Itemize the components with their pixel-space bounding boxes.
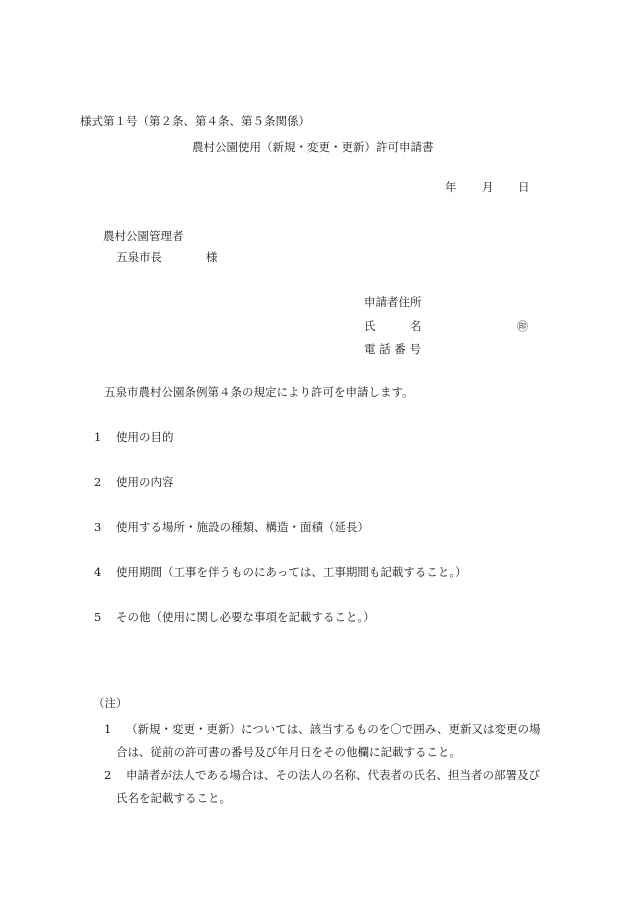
item-text: 使用期間（工事を伴うものにあっては、工事期間も記載すること。） (116, 565, 467, 579)
list-item (94, 522, 369, 534)
list-item (94, 432, 174, 444)
date-day-label: 日 (518, 180, 530, 194)
addressee-honorific: 様 (206, 250, 218, 264)
note-number: 1 (104, 722, 112, 736)
applicant-phone-label: 電 話 番 号 (364, 342, 421, 356)
item-number: 2 (94, 475, 102, 489)
list-item (94, 612, 375, 624)
form-number: 様式第１号（第２条、第４条、第５条関係） (80, 114, 310, 128)
item-number: 1 (94, 430, 102, 444)
item-text: 使用する場所・施設の種類、構造・面積（延長） (116, 520, 369, 534)
note-text: （新規・変更・更新）については、該当するものを〇で囲み、更新又は変更の場 (126, 722, 541, 736)
note-number: 2 (104, 768, 112, 782)
applicant-address-label: 申請者住所 (364, 295, 422, 309)
addressee-name (116, 252, 218, 264)
application-statement: 五泉市農村公園条例第４条の規定により許可を申請します。 (104, 385, 414, 399)
seal-mark-icon: ㊞ (517, 320, 528, 333)
note-text-continued: 合は、従前の許可書の番号及び年月日をその他欄に記載すること。 (116, 745, 461, 759)
date-year-label: 年 (445, 180, 457, 194)
date-month-label: 月 (482, 180, 494, 194)
item-number: 5 (94, 610, 102, 624)
item-text: 使用の内容 (116, 475, 174, 489)
addressee-title: 農村公園管理者 (103, 229, 184, 243)
item-text: その他（使用に関し必要な事項を記載すること。） (116, 610, 375, 624)
note-text: 申請者が法人である場合は、その法人の名称、代表者の氏名、担当者の部署及び (126, 768, 540, 782)
note-item (104, 770, 540, 782)
item-number: 3 (94, 520, 102, 534)
item-number: 4 (94, 565, 102, 579)
item-text: 使用の目的 (116, 430, 174, 444)
list-item (94, 477, 174, 489)
applicant-name-label: 氏 名 (364, 319, 422, 333)
note-item (104, 724, 540, 736)
form-title: 農村公園使用（新規・変更・更新）許可申請書 (192, 140, 434, 154)
notes-heading: （注） (93, 696, 128, 710)
note-text-continued: 氏名を記載すること。 (116, 791, 231, 805)
addressee-mayor: 五泉市長 (116, 250, 162, 264)
list-item (94, 567, 467, 579)
